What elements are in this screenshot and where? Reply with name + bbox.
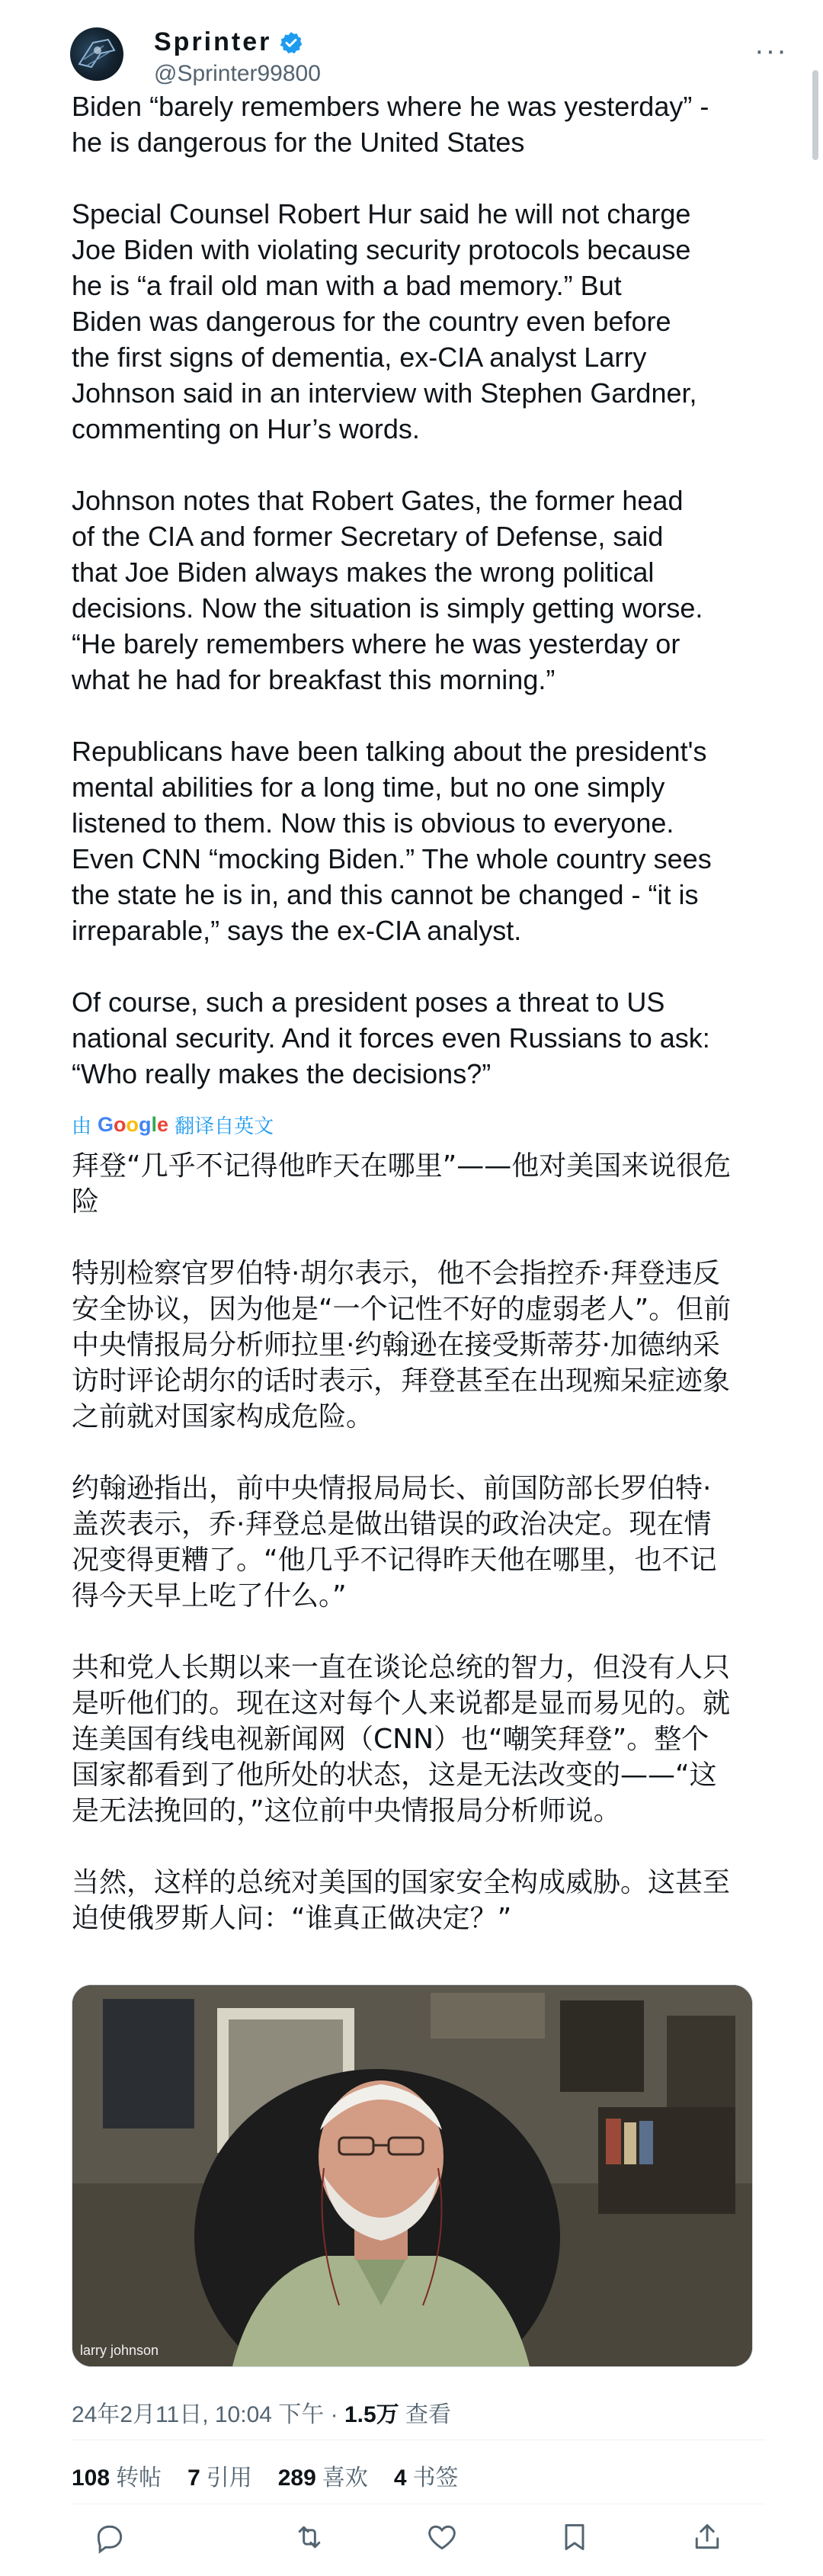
bookmark-icon[interactable]: [558, 2520, 591, 2554]
translation-label: 翻译自英文: [175, 1115, 274, 1137]
author-handle[interactable]: @Sprinter99800: [154, 61, 321, 86]
translated-text: 拜登“几乎不记得他昨天在哪里”——他对美国来说很危 险 特别检察官罗伯特·胡尔表示，他不会指控乔·拜登违反 安全协议，因为他是“一个记性不好的虚弱老人”。但前 中央情报局分析师拉里·约翰逊在接受斯蒂芬·加德纳采 访时评论胡尔的话时表示，拜登甚至在出现痴呆症迹象 之前就对国家构成危险。 约翰逊指出，前中央情报局局长、前国防部长罗伯特· 盖茨表示，乔·拜登总是做出错误的政治决定。现在情 况变得更糟了。“他几乎不记得昨天他在哪里，也不记 得今天早上吃了什么。” 共和党人长期以来一直在谈论总统的智力，但没有人只 是听他们的。现在这对每个人来说都是显而易见的。就 连美国有线电视新闻网（CNN）也“嘲笑拜登”。整个 国家都看到了他所处的状态，这是无法改变的——“这 是无法挽回的，”这位前中央情报局分析师说。 当然，这样的总统对美国的国家安全构成威胁。这甚至 迫使俄罗斯人问：“谁真正做决定？”: [72, 1150, 732, 1934]
action-bar: [72, 2516, 765, 2562]
reply-icon[interactable]: [93, 2520, 126, 2554]
stat-likes[interactable]: 289 喜欢: [277, 2465, 368, 2491]
like-icon[interactable]: [425, 2520, 459, 2554]
scrollbar[interactable]: [812, 70, 818, 160]
translation-attribution[interactable]: [72, 1111, 274, 1139]
more-horizontal-icon[interactable]: ···: [754, 35, 788, 67]
view-count: 1.5万: [344, 2402, 399, 2427]
post-text: Biden “barely remembers where he was yesterday” - he is dangerous for the United States Special Counsel Robert Hur said he will not charge Joe Biden with violating security protocols because he is “a frail old man with a bad memory.” But Biden was dangerous for the country even before the first signs of dementia, ex-CIA analyst Larry Johnson said in an interview with Stephen Gardner, commenting on Hur’s words. Johnson notes that Robert Gates, the former head of the CIA and former Secretary of Defense, said that Joe Biden always makes the wrong political decisions. Now the situation is simply getting worse. “He barely remembers where he was yesterday or what he had for breakfast this morning.” Republicans have been talking about the president's mental abilities for a long time, but no one simply listened to them. Now this is obvious to everyone. Even CNN “mocking Biden.” The whole country sees the state he is in, and this cannot be changed - “it is irreparable,” says the ex-CIA analyst. Of course, such a president poses a threat to US national security. And it forces even Russians to ask: “Who really makes the decisions?”: [72, 91, 712, 1089]
stat-bookmarks[interactable]: 4 书签: [393, 2465, 459, 2491]
author-name[interactable]: Sprinter: [154, 27, 272, 56]
post-media-image[interactable]: [72, 1984, 753, 2367]
post-timestamp[interactable]: 24年2月11日, 10:04 下午: [72, 2402, 325, 2427]
repost-icon[interactable]: [293, 2520, 326, 2554]
stat-quotes[interactable]: 7 引用: [187, 2465, 252, 2491]
translation-prefix: 由: [72, 1115, 92, 1137]
media-caption: larry johnson: [80, 2343, 159, 2358]
video-still: [72, 1985, 752, 2366]
google-logo: Google: [98, 1113, 169, 1136]
verified-badge-icon: [279, 30, 303, 55]
post-meta: 24年2月11日, 10:04 下午 · 1.5万 查看: [72, 2402, 452, 2427]
engagement-stats: [72, 2459, 459, 2492]
stat-reposts[interactable]: 108 转帖: [72, 2465, 162, 2491]
post-header: [72, 21, 788, 91]
view-label: 查看: [405, 2402, 452, 2427]
avatar-image: [70, 27, 123, 81]
avatar[interactable]: [70, 27, 123, 81]
share-icon[interactable]: [690, 2520, 724, 2554]
